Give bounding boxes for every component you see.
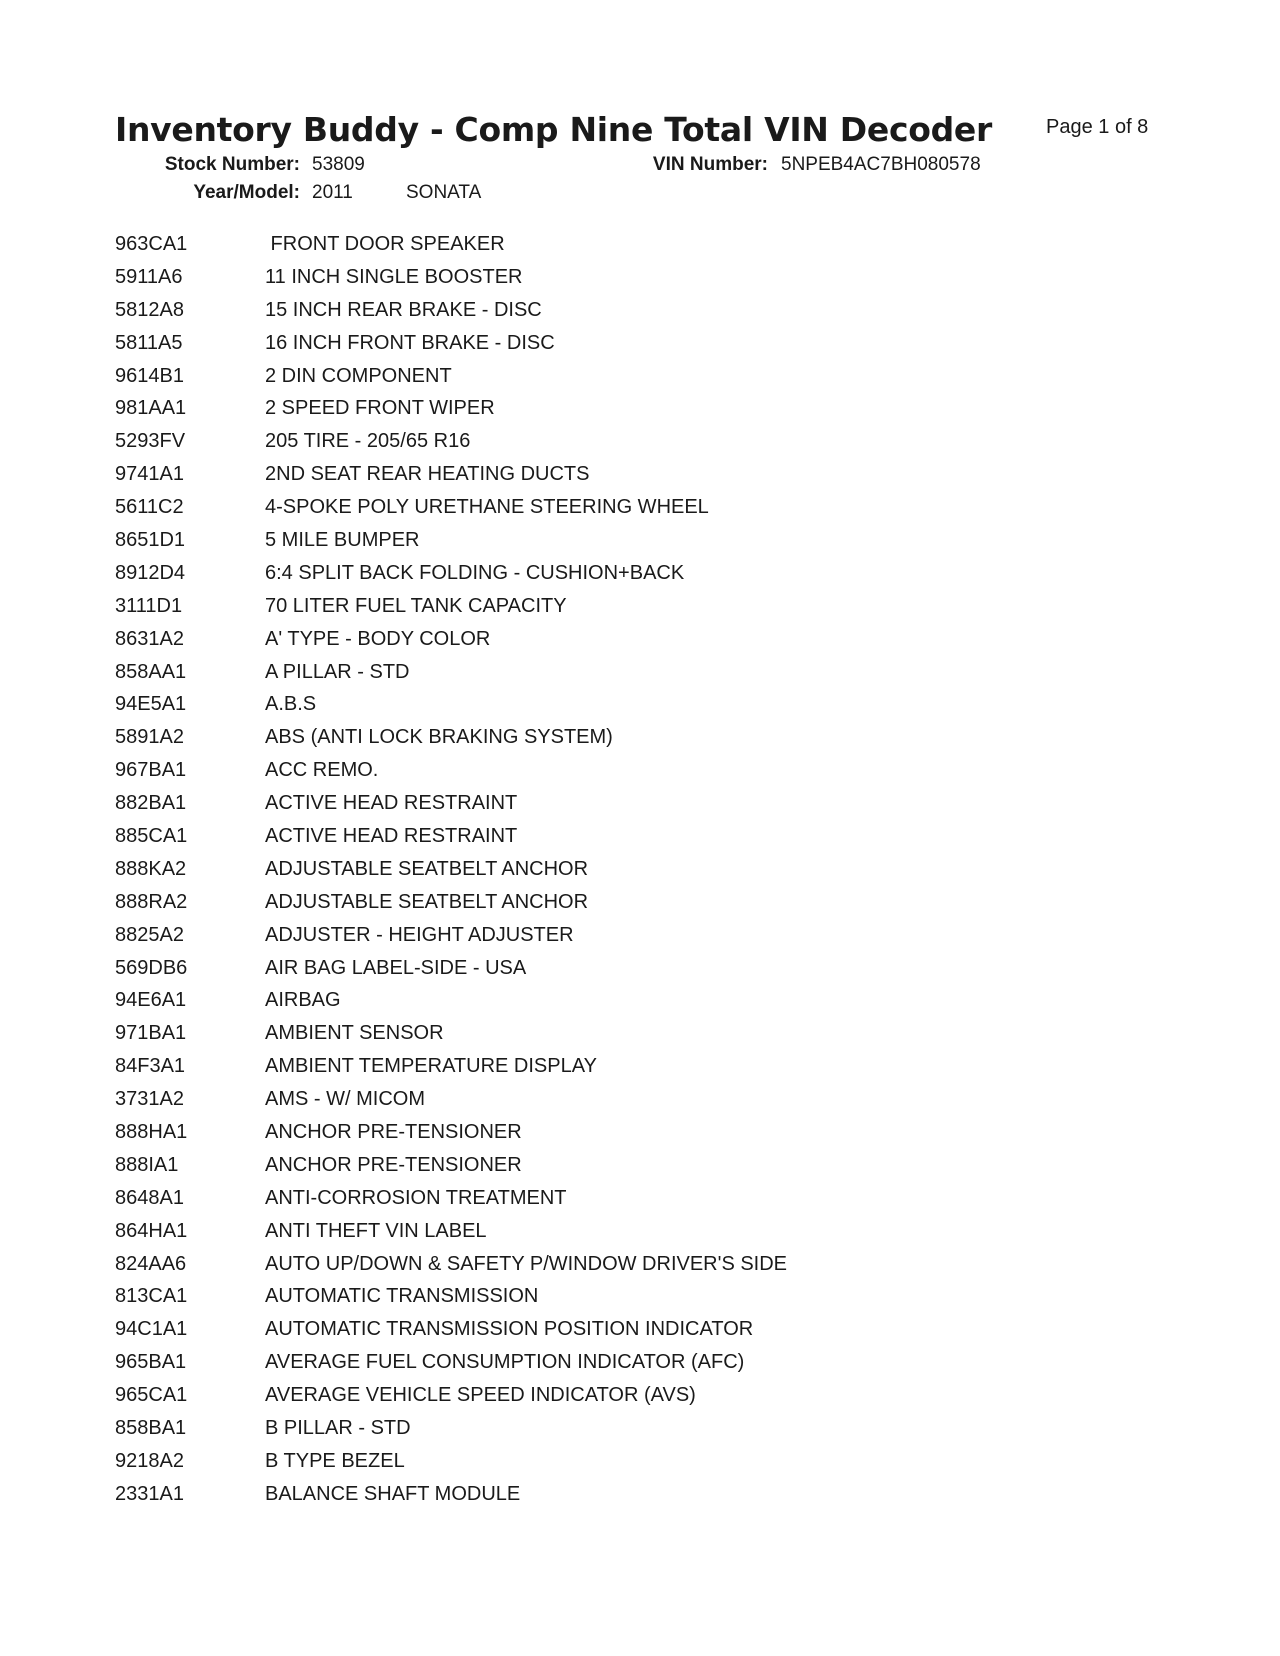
option-code: 5911A6	[115, 265, 183, 288]
list-item	[115, 1215, 1165, 1248]
option-code: 569DB6	[115, 956, 188, 979]
option-code: 5891A2	[115, 726, 184, 749]
option-code: 967BA1	[115, 759, 187, 782]
option-description: ABS (ANTI LOCK BRAKING SYSTEM)	[265, 726, 613, 749]
option-description: AMBIENT TEMPERATURE DISPLAY	[265, 1055, 597, 1078]
option-description: AMBIENT SENSOR	[265, 1022, 444, 1045]
option-code: 9218A2	[115, 1449, 184, 1472]
option-description: AVERAGE FUEL CONSUMPTION INDICATOR (AFC)	[265, 1351, 745, 1374]
option-description: ADJUSTABLE SEATBELT ANCHOR	[265, 857, 589, 880]
option-code: 8912D4	[115, 561, 186, 584]
list-item	[115, 656, 1165, 689]
option-code: 9614B1	[115, 364, 184, 387]
list-item	[115, 425, 1165, 458]
option-description: 2ND SEAT REAR HEATING DUCTS	[265, 463, 590, 486]
option-description: AUTO UP/DOWN & SAFETY P/WINDOW DRIVER'S SIDE	[265, 1252, 788, 1275]
list-item	[115, 590, 1165, 623]
list-item	[115, 228, 1165, 261]
option-description: 4-SPOKE POLY URETHANE STEERING WHEEL	[265, 496, 709, 519]
option-description: ADJUSTER - HEIGHT ADJUSTER	[265, 923, 574, 946]
option-code: 8648A1	[115, 1186, 184, 1209]
option-code: 94E5A1	[115, 693, 187, 716]
option-code: 5811A5	[115, 331, 183, 354]
option-code: 965CA1	[115, 1384, 188, 1407]
option-description: 70 LITER FUEL TANK CAPACITY	[265, 594, 567, 617]
option-code: 94E6A1	[115, 989, 187, 1012]
list-item	[115, 886, 1165, 919]
list-item	[115, 984, 1165, 1017]
option-code: 858BA1	[115, 1417, 187, 1439]
list-item	[115, 524, 1165, 557]
option-code: 8825A2	[115, 923, 184, 946]
option-description: 6:4 SPLIT BACK FOLDING - CUSHION+BACK	[265, 561, 685, 584]
vin-label: VIN Number:	[652, 154, 768, 175]
option-code: 888HA1	[115, 1120, 188, 1143]
list-item	[115, 1412, 1165, 1445]
option-description: 15 INCH REAR BRAKE - DISC	[265, 298, 542, 321]
option-description: B PILLAR - STD	[265, 1417, 411, 1439]
option-code: 5812A8	[115, 298, 184, 321]
list-item	[115, 1149, 1165, 1182]
list-item	[115, 1248, 1165, 1281]
list-item	[115, 1017, 1165, 1050]
list-item	[115, 688, 1165, 721]
option-description: AUTOMATIC TRANSMISSION	[265, 1285, 539, 1308]
option-code: 8631A2	[115, 627, 184, 650]
list-item	[115, 491, 1165, 524]
list-item	[115, 458, 1165, 491]
list-item	[115, 820, 1165, 853]
document-title: Inventory Buddy - Comp Nine Total VIN Decoder	[115, 110, 992, 149]
option-description: AUTOMATIC TRANSMISSION POSITION INDICATOR	[265, 1318, 754, 1341]
list-item	[115, 623, 1165, 656]
option-code: 824AA6	[115, 1252, 187, 1275]
list-item	[115, 294, 1165, 327]
option-description: A' TYPE - BODY COLOR	[265, 627, 491, 650]
option-code: 858AA1	[115, 660, 187, 683]
list-item	[115, 327, 1165, 360]
list-item	[115, 1182, 1165, 1215]
option-description: 5 MILE BUMPER	[265, 528, 420, 551]
list-item	[115, 754, 1165, 787]
list-item	[115, 1346, 1165, 1379]
option-code: 94C1A1	[115, 1318, 188, 1341]
list-item	[115, 392, 1165, 425]
option-description: AMS - W/ MICOM	[265, 1088, 425, 1111]
option-description: 205 TIRE - 205/65 R16	[265, 430, 471, 453]
page-indicator: Page 1 of 8	[1046, 116, 1149, 138]
option-code: 84F3A1	[115, 1055, 186, 1078]
list-item	[115, 1050, 1165, 1083]
list-item	[115, 1379, 1165, 1412]
stock-number-label: Stock Number:	[164, 154, 300, 175]
list-item	[115, 952, 1165, 985]
option-description: ACC REMO.	[265, 759, 379, 782]
option-code: 5293FV	[115, 430, 186, 453]
list-item	[115, 1478, 1165, 1511]
option-code: 888KA2	[115, 857, 187, 880]
option-description: ANTI-CORROSION TREATMENT	[265, 1186, 567, 1209]
option-code: 963CA1	[115, 232, 188, 255]
option-description: FRONT DOOR SPEAKER	[265, 232, 505, 255]
option-code: 3731A2	[115, 1088, 184, 1111]
option-code: 864HA1	[115, 1219, 188, 1242]
list-item	[115, 1083, 1165, 1116]
list-item	[115, 360, 1165, 393]
option-code: 2331A1	[115, 1482, 184, 1505]
option-description: AVERAGE VEHICLE SPEED INDICATOR (AVS)	[265, 1384, 696, 1407]
year-model-label: Year/Model:	[193, 182, 300, 203]
option-description: ADJUSTABLE SEATBELT ANCHOR	[265, 890, 589, 913]
year-value: 2011	[312, 182, 353, 203]
list-item	[115, 1116, 1165, 1149]
list-item	[115, 919, 1165, 952]
option-description: ANTI THEFT VIN LABEL	[265, 1219, 487, 1242]
model-value: SONATA	[406, 182, 482, 203]
option-code: 981AA1	[115, 397, 187, 420]
option-description: ANCHOR PRE-TENSIONER	[265, 1120, 522, 1143]
list-item	[115, 261, 1165, 294]
option-description: A PILLAR - STD	[265, 660, 410, 683]
option-description: 16 INCH FRONT BRAKE - DISC	[265, 331, 555, 354]
option-code-list	[115, 228, 1165, 1511]
option-code: 3111D1	[115, 594, 183, 617]
option-code: 8651D1	[115, 528, 186, 551]
stock-number-value: 53809	[312, 154, 365, 175]
option-code: 5611C2	[115, 496, 184, 519]
option-description: ACTIVE HEAD RESTRAINT	[265, 792, 518, 815]
option-description: 11 INCH SINGLE BOOSTER	[265, 265, 523, 288]
option-description: ACTIVE HEAD RESTRAINT	[265, 824, 518, 847]
list-item	[115, 721, 1165, 754]
option-description: AIR BAG LABEL-SIDE - USA	[265, 956, 527, 979]
option-code: 813CA1	[115, 1285, 188, 1308]
option-description: ANCHOR PRE-TENSIONER	[265, 1153, 522, 1176]
option-code: 882BA1	[115, 792, 187, 815]
option-description: B TYPE BEZEL	[265, 1449, 405, 1472]
option-code: 971BA1	[115, 1022, 187, 1045]
vin-value: 5NPEB4AC7BH080578	[781, 154, 981, 175]
option-code: 885CA1	[115, 824, 188, 847]
list-item	[115, 1281, 1165, 1314]
option-code: 965BA1	[115, 1351, 187, 1374]
list-item	[115, 787, 1165, 820]
list-item	[115, 1313, 1165, 1346]
option-code: 888RA2	[115, 890, 188, 913]
option-description: BALANCE SHAFT MODULE	[265, 1482, 521, 1505]
option-code: 888IA1	[115, 1153, 179, 1176]
option-description: A.B.S	[265, 693, 317, 716]
list-item	[115, 853, 1165, 886]
option-description: AIRBAG	[265, 989, 341, 1012]
option-description: 2 DIN COMPONENT	[265, 364, 452, 387]
option-description: 2 SPEED FRONT WIPER	[265, 397, 495, 420]
option-code: 9741A1	[115, 463, 184, 486]
list-item	[115, 557, 1165, 590]
list-item	[115, 1445, 1165, 1478]
